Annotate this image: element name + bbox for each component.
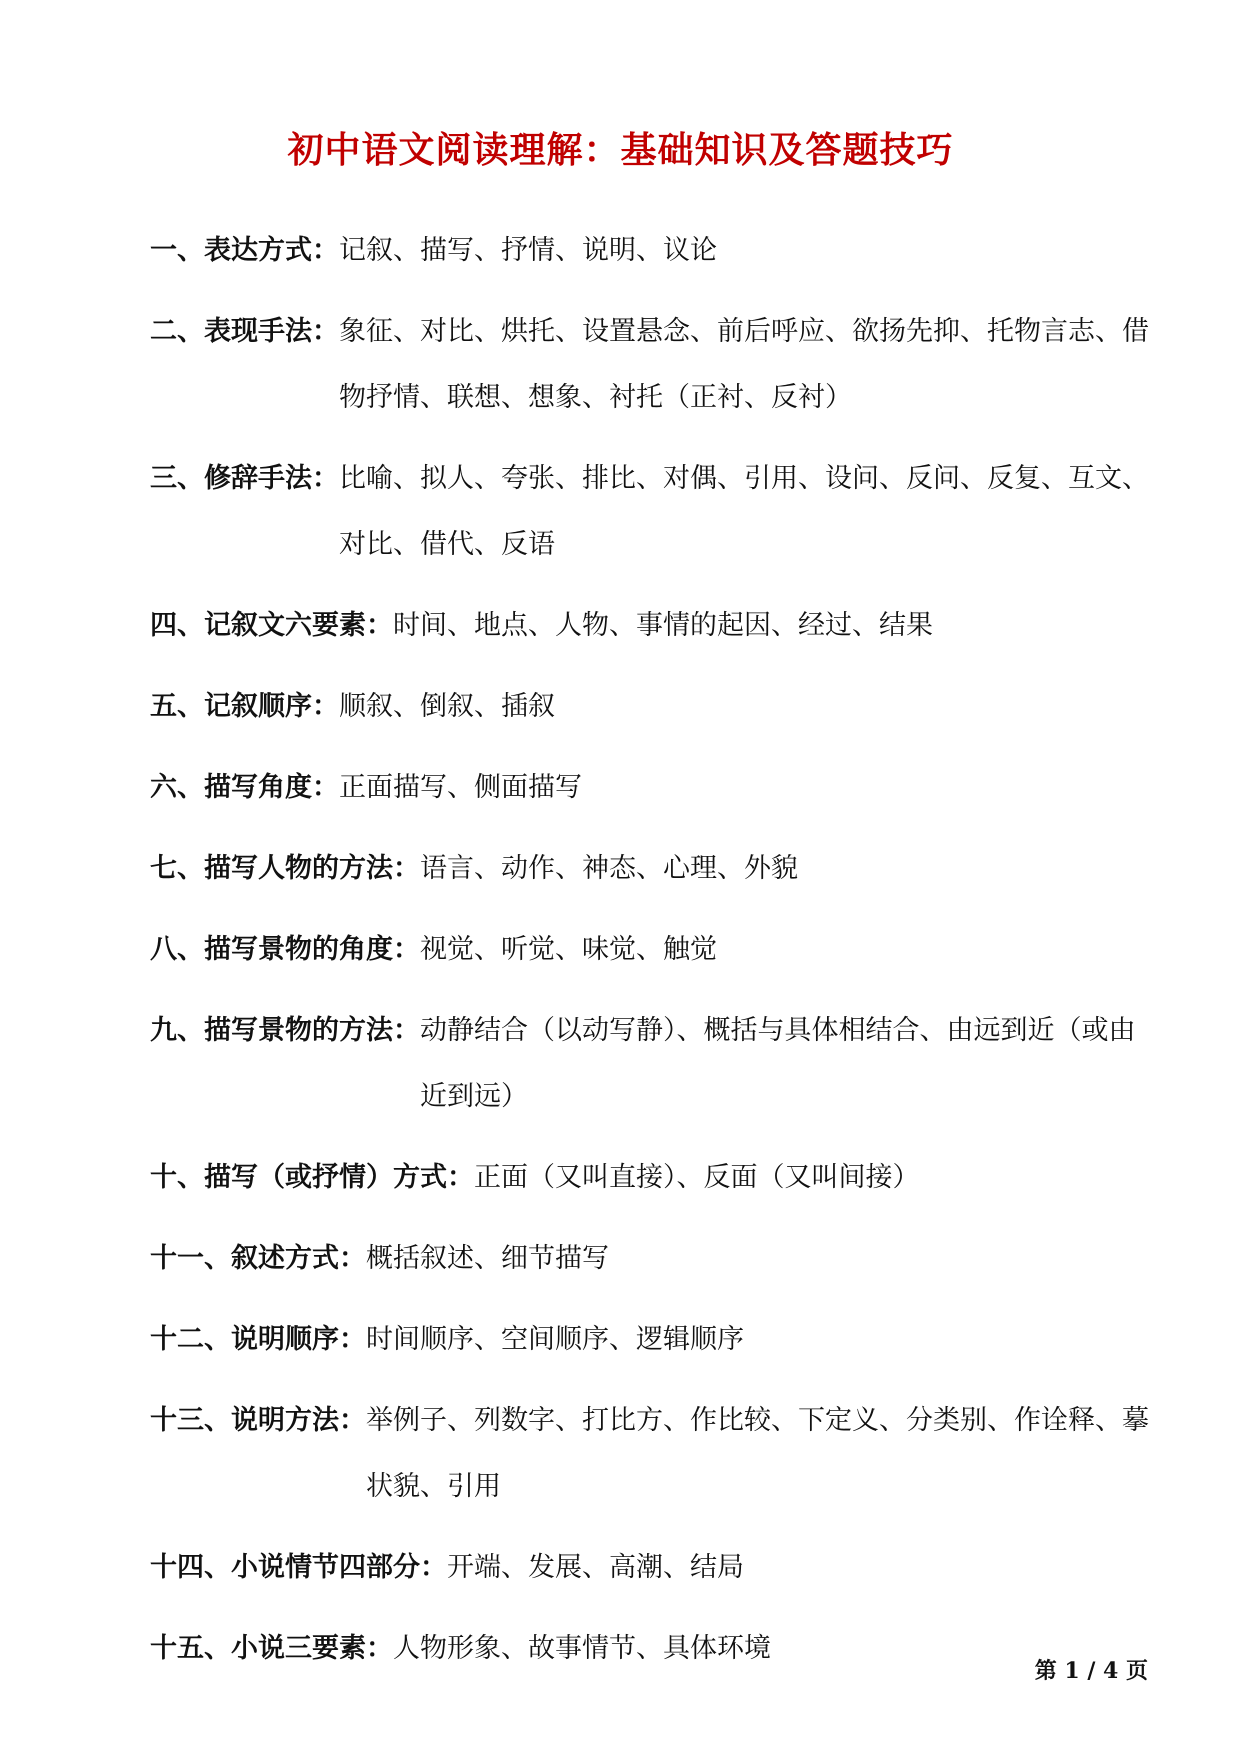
item-label: 九、描写景物的方法： [150,1015,420,1046]
item-content: 人物形象、故事情节、具体环境 [393,1633,771,1664]
page-number: 第 1 / 4 页 [1034,1658,1148,1684]
list-item [150,299,1150,431]
item-content: 举例子、列数字、打比方、作比较、下定义、分类别、作诠释、摹状貌、引用 [366,1405,1149,1502]
list-item [150,1226,1150,1292]
item-label: 一、表达方式： [150,235,339,266]
list-item [150,218,1150,284]
item-content: 正面描写、侧面描写 [339,772,582,803]
item-content: 视觉、听觉、味觉、触觉 [420,934,717,965]
item-content: 顺叙、倒叙、插叙 [339,691,555,722]
list-item [150,1535,1150,1601]
item-content: 记叙、描写、抒情、说明、议论 [339,235,717,266]
item-label: 十二、说明顺序： [150,1324,366,1355]
list-item [150,1616,1150,1682]
item-label: 五、记叙顺序： [150,691,339,722]
item-label: 七、描写人物的方法： [150,853,420,884]
item-label: 六、描写角度： [150,772,339,803]
item-content: 时间、地点、人物、事情的起因、经过、结果 [393,610,933,641]
list-item [150,755,1150,821]
item-content: 象征、对比、烘托、设置悬念、前后呼应、欲扬先抑、托物言志、借物抒情、联想、想象、衬托（正衬、反衬） [339,316,1149,413]
list-item [150,836,1150,902]
item-label: 十五、小说三要素： [150,1633,393,1664]
list-item [150,1145,1150,1211]
document-title: 初中语文阅读理解：基础知识及答题技巧 [287,129,954,171]
item-label: 二、表现手法： [150,316,339,347]
item-label: 八、描写景物的角度： [150,934,420,965]
list-item [150,446,1150,578]
list-item [150,1307,1150,1373]
item-content: 开端、发展、高潮、结局 [447,1552,744,1583]
item-content: 语言、动作、神态、心理、外貌 [420,853,798,884]
item-label: 十四、小说情节四部分： [150,1552,447,1583]
item-label: 十一、叙述方式： [150,1243,366,1274]
item-content: 比喻、拟人、夸张、排比、对偶、引用、设问、反问、反复、互文、对比、借代、反语 [339,463,1149,560]
item-label: 十三、说明方法： [150,1405,366,1436]
list-item [150,593,1150,659]
knowledge-list [150,218,1150,1682]
list-item [150,917,1150,983]
item-content: 时间顺序、空间顺序、逻辑顺序 [366,1324,744,1355]
list-item [150,1388,1150,1520]
item-label: 四、记叙文六要素： [150,610,393,641]
item-content: 正面（又叫直接）、反面（又叫间接） [474,1162,920,1193]
item-label: 三、修辞手法： [150,463,339,494]
item-content: 概括叙述、细节描写 [366,1243,609,1274]
list-item [150,998,1150,1130]
list-item [150,674,1150,740]
item-label: 十、描写（或抒情）方式： [150,1162,474,1193]
item-content: 动静结合（以动写静）、概括与具体相结合、由远到近（或由近到远） [420,1015,1136,1112]
